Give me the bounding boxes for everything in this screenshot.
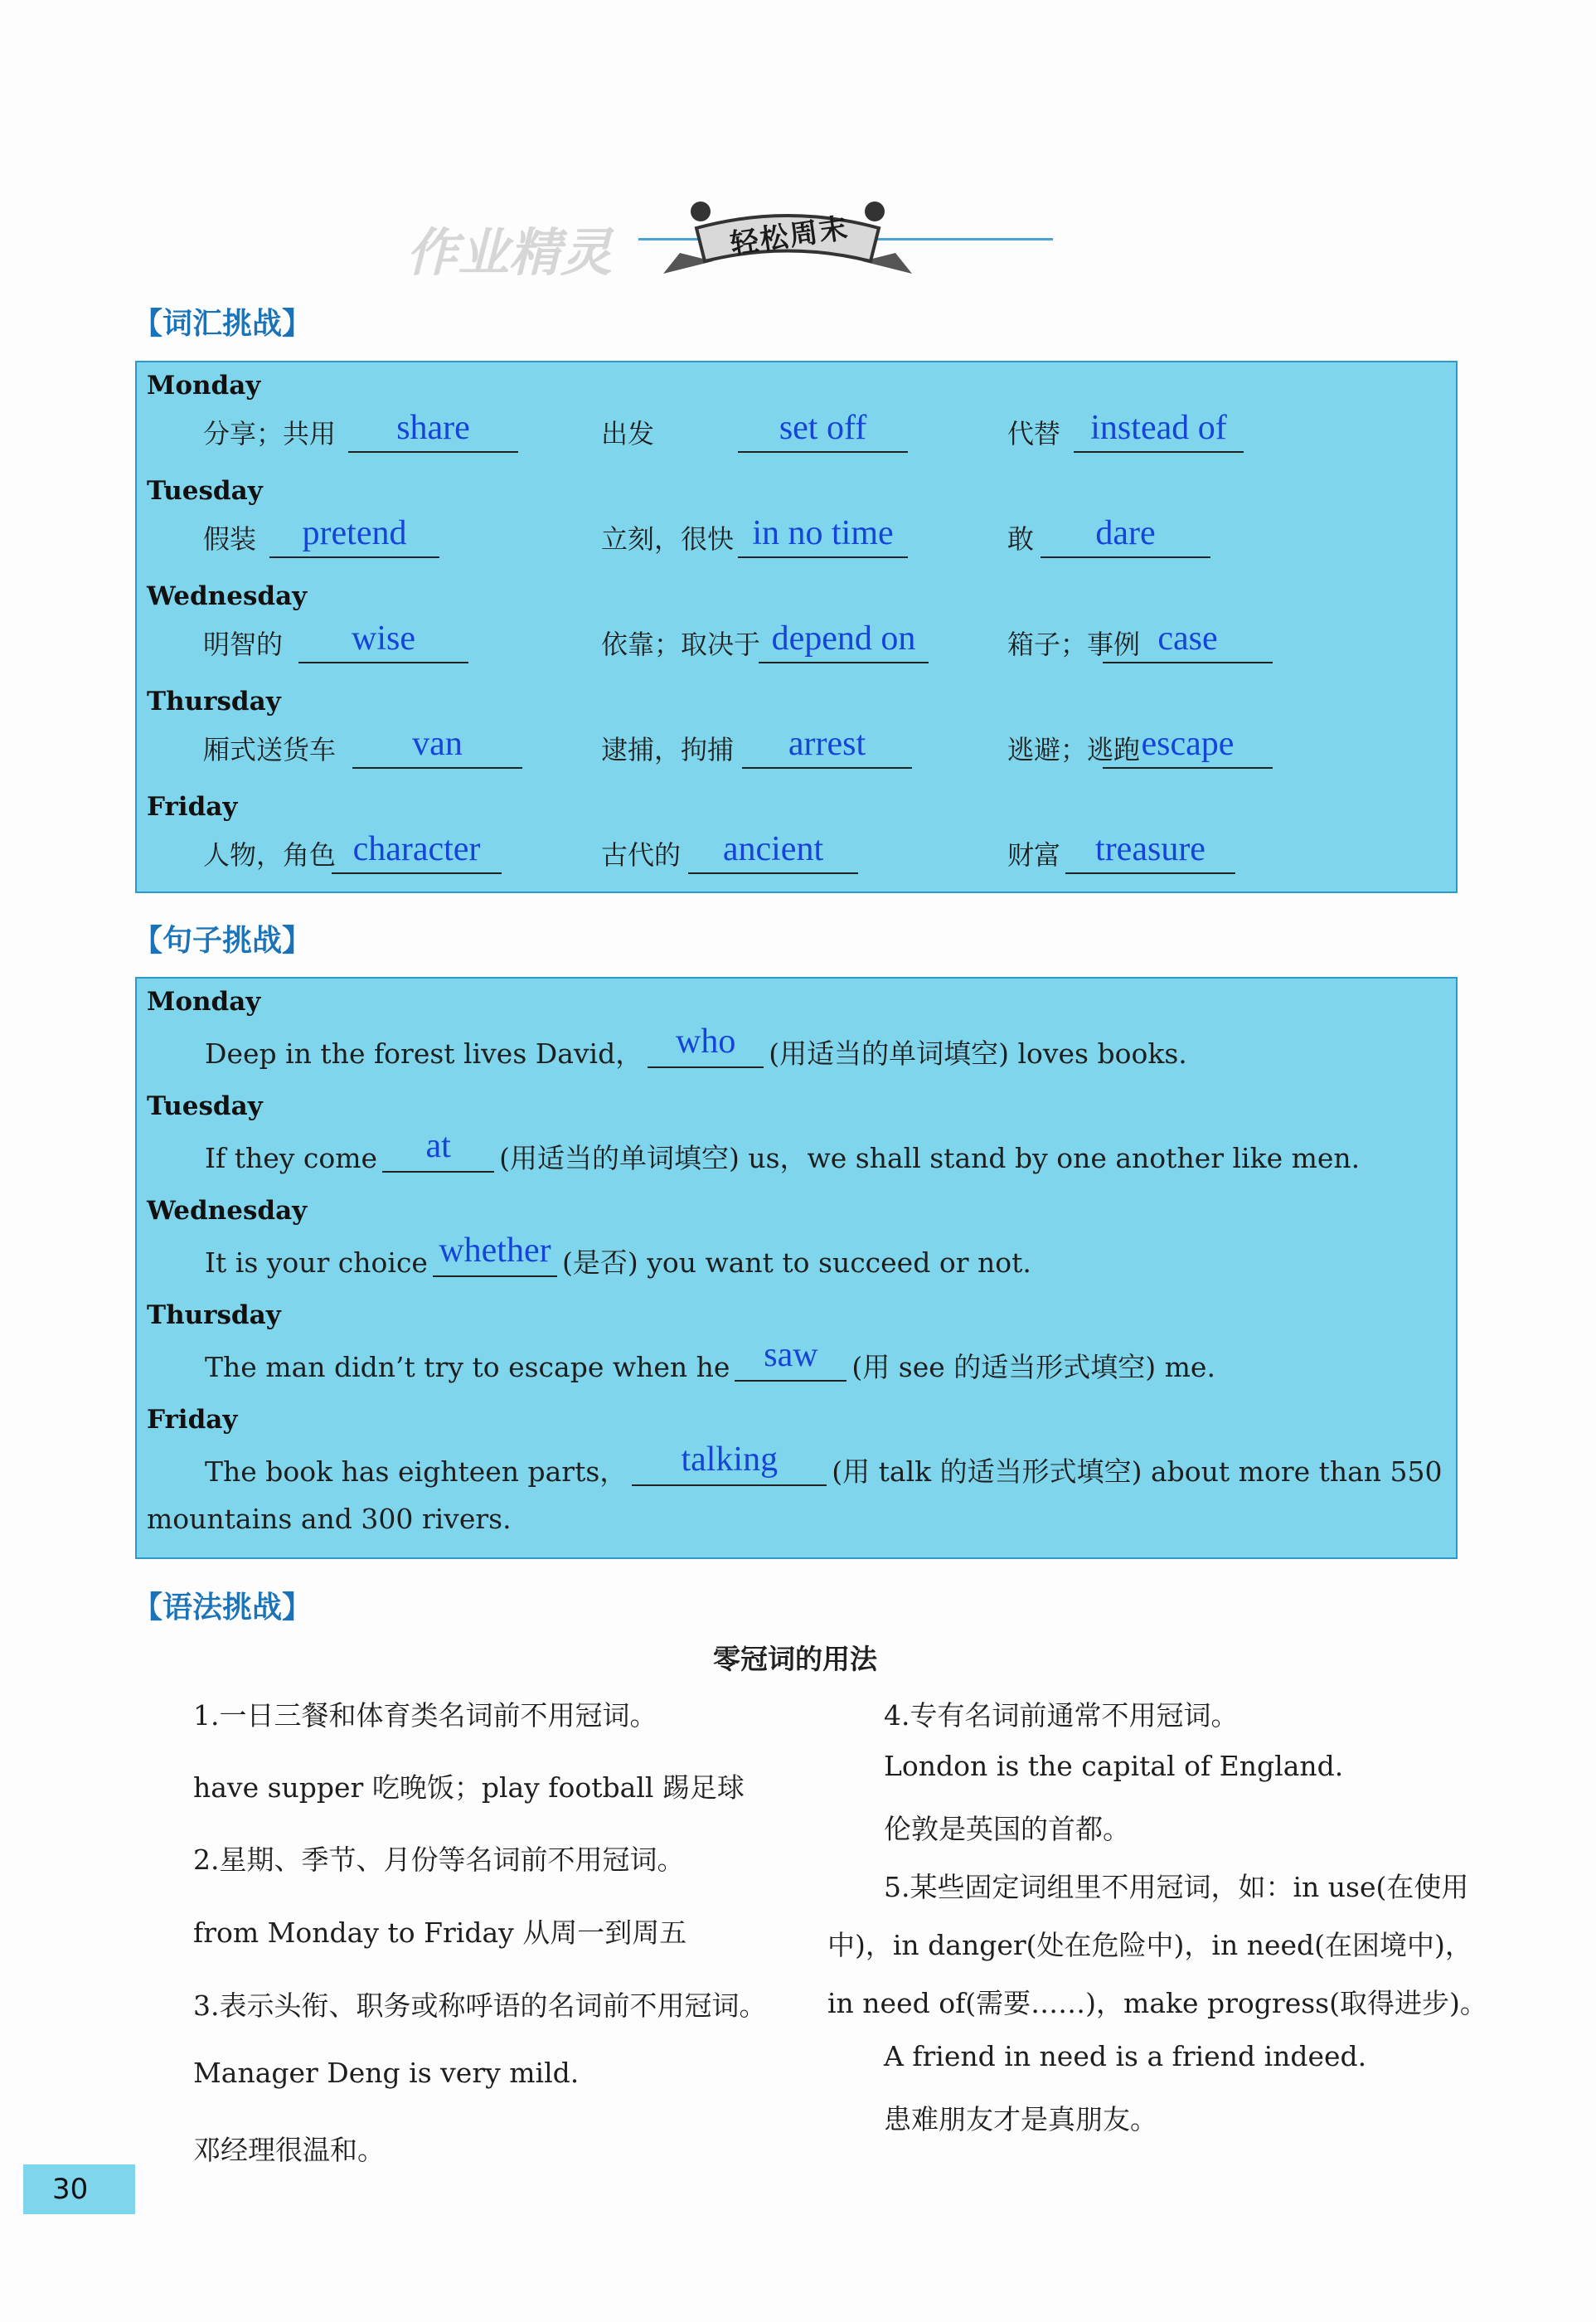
sentence-text-before: The man didn’t try to escape when he	[205, 1351, 730, 1383]
answer-blank-line	[759, 662, 929, 663]
grammar-right-line: in need of(需要……)，make progress(取得进步)。	[827, 1987, 1487, 2019]
grammar-left-line: have supper 吃晚饭；play football 踢足球	[193, 1771, 745, 1804]
sentence-row	[205, 1023, 1187, 1071]
sentence-day-label: Wednesday	[147, 1196, 308, 1226]
vocab-day-label: Monday	[147, 371, 261, 401]
vocab-item	[203, 610, 560, 668]
answer-blank-line	[348, 451, 518, 453]
grammar-left-line: Manager Deng is very mild.	[193, 2057, 580, 2089]
page-number: 30	[23, 2164, 135, 2214]
vocab-chinese-label: 厢式送货车	[203, 734, 337, 765]
sentence-text-after: (用 see 的适当形式填空) me.	[851, 1351, 1215, 1383]
vocab-chinese-label: 明智的	[203, 629, 284, 660]
vocab-answer: ancient	[722, 830, 824, 868]
vocab-row	[137, 821, 1456, 879]
vocab-answer: dare	[1095, 514, 1156, 552]
answer-blank-line	[269, 556, 439, 558]
answer-blank-line	[1041, 556, 1210, 558]
vocab-answer: escape	[1141, 725, 1235, 763]
grammar-right-line: 中)，in danger(处在危险中)，in need(在困境中)，	[827, 1929, 1472, 1961]
vocab-item	[601, 400, 958, 458]
answer-blank-line	[298, 662, 468, 663]
sentence-text-after: (用适当的单词填空) loves books.	[769, 1037, 1187, 1070]
sentence-answer: talking	[681, 1440, 779, 1479]
answer-blank-line	[738, 451, 908, 453]
grammar-right-line: 伦敦是英国的首都。	[884, 1813, 1130, 1845]
vocab-answer: van	[412, 725, 463, 763]
answer-blank-line	[1103, 662, 1273, 663]
vocab-item	[203, 505, 560, 563]
vocab-item	[601, 610, 958, 668]
answer-blank-line	[1103, 767, 1273, 769]
grammar-right-line: A friend in need is a friend indeed.	[884, 2040, 1367, 2072]
vocab-item	[1007, 821, 1364, 879]
sentence-box	[135, 977, 1458, 1559]
vocab-item	[601, 505, 958, 563]
sentence-text-after: (用适当的单词填空) us，we shall stand by one another like men.	[499, 1142, 1361, 1174]
vocab-chinese-label: 人物，角色	[203, 839, 337, 871]
vocab-answer: in no time	[752, 514, 894, 552]
sentence-text-before: The book has eighteen parts，	[205, 1455, 628, 1488]
vocab-day-label: Tuesday	[147, 476, 263, 506]
vocab-answer: share	[396, 409, 470, 447]
vocab-chinese-label: 假装	[203, 523, 257, 555]
watermark: 作业精灵	[406, 222, 613, 283]
vocab-row	[137, 400, 1456, 458]
answer-blank	[632, 1440, 827, 1486]
grammar-right-line: 4.专有名词前通常不用冠词。	[884, 1699, 1239, 1732]
sentence-text-before: If they come	[205, 1142, 378, 1174]
vocab-chinese-label: 立刻，很快	[601, 523, 735, 555]
vocab-day-label: Thursday	[147, 687, 281, 717]
vocab-chinese-label: 敢	[1007, 523, 1035, 555]
grammar-left-line: from Monday to Friday 从周一到周五	[193, 1916, 687, 1949]
sentence-row	[205, 1336, 1215, 1385]
sentence-text-before: Deep in the forest lives David，	[205, 1037, 643, 1070]
vocab-chinese-label: 古代的	[601, 839, 682, 871]
sentence-day-label: Thursday	[147, 1300, 281, 1330]
grammar-subtitle: 零冠词的用法	[713, 1643, 877, 1675]
answer-blank-line	[1074, 451, 1244, 453]
grammar-right-line: 5.某些固定词组里不用冠词，如：in use(在使用	[884, 1871, 1469, 1903]
answer-blank-line	[688, 872, 858, 874]
sentence-row	[205, 1440, 1443, 1489]
vocab-chinese-label: 财富	[1007, 839, 1061, 871]
sentence-text-before: It is your choice	[205, 1246, 428, 1279]
vocab-answer: treasure	[1095, 830, 1205, 868]
sentence-text-after: (是否) you want to succeed or not.	[561, 1246, 1031, 1279]
answer-blank-line	[738, 556, 908, 558]
vocab-answer: character	[352, 830, 481, 868]
sentence-day-label: Friday	[147, 1405, 238, 1435]
vocab-row	[137, 610, 1456, 668]
vocab-item	[1007, 610, 1364, 668]
vocab-chinese-label: 逃避；逃跑	[1007, 734, 1141, 765]
answer-blank-line	[1065, 872, 1235, 874]
vocab-answer: pretend	[302, 514, 407, 552]
vocab-item	[203, 400, 560, 458]
grammar-left-line: 3.表示头衔、职务或称呼语的名词前不用冠词。	[193, 1989, 767, 2022]
sentence-answer: whether	[439, 1231, 551, 1270]
sentence-answer: saw	[764, 1336, 818, 1374]
vocab-chinese-label: 代替	[1007, 418, 1061, 449]
vocab-chinese-label: 分享；共用	[203, 418, 337, 449]
vocab-item	[601, 716, 958, 774]
grammar-left-line: 邓经理很温和。	[193, 2134, 385, 2166]
vocab-item	[1007, 716, 1364, 774]
vocab-chinese-label: 依靠；取决于	[601, 629, 761, 660]
answer-blank	[433, 1231, 557, 1277]
sentence-day-label: Monday	[147, 987, 261, 1017]
answer-blank-line	[352, 767, 522, 769]
vocab-row	[137, 505, 1456, 563]
vocab-answer: arrest	[788, 725, 866, 763]
sentence-row	[205, 1231, 1031, 1280]
sentence-text-after: (用 talk 的适当形式填空) about more than 550	[832, 1455, 1443, 1488]
answer-blank-line	[742, 767, 912, 769]
vocab-box	[135, 361, 1458, 893]
sentence-answer: at	[425, 1127, 451, 1165]
vocab-chinese-label: 箱子；事例	[1007, 629, 1141, 660]
sentence-day-label: Tuesday	[147, 1091, 263, 1121]
grammar-right-line: 患难朋友才是真朋友。	[884, 2103, 1157, 2135]
grammar-right-line: London is the capital of England.	[884, 1750, 1344, 1782]
banner-title: 轻松周末	[728, 211, 851, 261]
grammar-left-line: 2.星期、季节、月份等名词前不用冠词。	[193, 1844, 685, 1876]
vocab-item	[203, 716, 560, 774]
vocab-chinese-label: 出发	[601, 418, 655, 449]
vocab-section-title: 【词汇挑战】	[133, 307, 313, 341]
vocab-row	[137, 716, 1456, 774]
vocab-day-label: Wednesday	[147, 581, 308, 611]
vocab-answer: wise	[352, 619, 415, 658]
answer-blank	[648, 1023, 764, 1068]
vocab-answer: case	[1157, 619, 1218, 658]
vocab-item	[1007, 505, 1364, 563]
vocab-answer: depend on	[771, 619, 916, 658]
vocab-answer: instead of	[1090, 409, 1227, 447]
sentence-row	[205, 1127, 1361, 1176]
vocab-item	[601, 821, 958, 879]
answer-blank	[735, 1336, 847, 1382]
sentence-section-title: 【句子挑战】	[133, 924, 313, 958]
answer-blank	[382, 1127, 494, 1173]
vocab-item	[1007, 400, 1364, 458]
vocab-answer: set off	[779, 409, 867, 447]
vocab-chinese-label: 逮捕，拘捕	[601, 734, 735, 765]
answer-blank-line	[332, 872, 502, 874]
vocab-day-label: Friday	[147, 792, 238, 822]
vocab-item	[203, 821, 560, 879]
grammar-left-line: 1.一日三餐和体育类名词前不用冠词。	[193, 1699, 657, 1732]
grammar-section-title: 【语法挑战】	[133, 1591, 313, 1625]
sentence-continuation: mountains and 300 rivers.	[147, 1503, 512, 1535]
sentence-answer: who	[676, 1023, 736, 1061]
